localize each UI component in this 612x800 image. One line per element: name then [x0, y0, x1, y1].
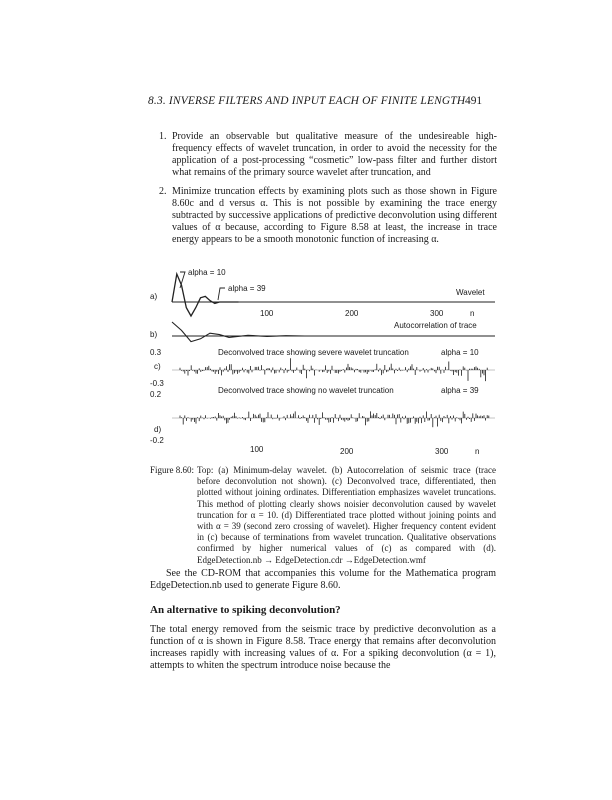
- panel-label-c: c): [154, 362, 161, 371]
- panel-label-b: b): [150, 330, 158, 339]
- wavelet-label: Wavelet: [456, 288, 485, 297]
- x-tick-top-100: 100: [260, 309, 274, 318]
- cdrom-paragraph: See the CD-ROM that accompanies this volume for the Mathematica program EdgeDetection.nb used to generate Figure 8.60.: [150, 568, 496, 592]
- list-item: [159, 186, 497, 246]
- alpha-10-label: alpha = 10: [188, 268, 226, 277]
- section-heading: An alternative to spiking deconvolution?: [150, 604, 341, 616]
- trace-alpha-39: [180, 411, 489, 427]
- list-item: [159, 131, 497, 179]
- running-header: [0, 95, 612, 111]
- x-tick-top-300: 300: [430, 309, 444, 318]
- x-tick-top-n: n: [470, 309, 475, 318]
- figure-caption: [150, 465, 496, 566]
- x-tick-bottom-200: 200: [340, 447, 354, 456]
- caption-label: Figure 8.60:: [150, 465, 194, 475]
- y-tick-d-bottom: -0.2: [150, 436, 164, 445]
- alpha-10-leader: [180, 272, 185, 288]
- autocorrelation-line: [172, 322, 305, 342]
- alpha-39-leader: [218, 288, 225, 300]
- trace-alpha-10: [180, 358, 489, 381]
- severe-truncation-label: Deconvolved trace showing severe wavelet truncation: [218, 348, 409, 357]
- figure-plot: [150, 268, 495, 468]
- figure-8-60: [150, 268, 495, 468]
- panel-label-d: d): [154, 425, 162, 434]
- severe-alpha-label: alpha = 10: [441, 348, 479, 357]
- x-tick-bottom-300: 300: [435, 447, 449, 456]
- y-tick-c-top: 0.3: [150, 348, 162, 357]
- no-truncation-label: Deconvolved trace showing no wavelet truncation: [218, 386, 394, 395]
- panel-label-a: a): [150, 292, 158, 301]
- list-marker: 1.: [159, 131, 167, 142]
- x-tick-bottom-100: 100: [250, 445, 264, 454]
- list-marker: 2.: [159, 186, 167, 197]
- y-tick-d-top: 0.2: [150, 390, 162, 399]
- y-tick-c-bottom: -0.3: [150, 379, 164, 388]
- autocorrelation-label: Autocorrelation of trace: [394, 321, 477, 330]
- body-paragraph: The total energy removed from the seismic trace by predictive deconvolution as a function of α is shown in Figure 8.58. Trace energy that remains after deconvolution increases rapidly with increasing values of α. For a spiking deconvolution (α = 1), attempts to whiten the spectrum introduce noise because the: [150, 624, 496, 672]
- no-truncation-alpha-label: alpha = 39: [441, 386, 479, 395]
- x-tick-bottom-n: n: [475, 447, 480, 456]
- list-text: Provide an observable but qualitative measure of the undesireable high-frequency effects of wavelet truncation, in order to avoid the necessity for the application of a post-processing “cosmetic” low-pass filter and further distort what remains of the primary source wavelet after truncation, and: [172, 131, 497, 179]
- list-text: Minimize truncation effects by examining plots such as those shown in Figure 8.60c and d versus α. This is not possible by examining the trace energy subtracted by successive applications of predictive deconvolution using different values of α because, according to Figure 8.58 at least, the increase in trace energy appears to be a smooth monotonic function of increasing α.: [172, 186, 497, 246]
- x-tick-top-200: 200: [345, 309, 359, 318]
- page-number: 491: [465, 95, 483, 107]
- header-title: 8.3. INVERSE FILTERS AND INPUT EACH OF FINITE LENGTH: [148, 95, 466, 107]
- caption-text: Top: (a) Minimum-delay wavelet. (b) Autocorrelation of seismic trace (trace before deconvolution not shown). (c) Deconvolved trace, differentiated, then plotted without joining ordinates. Differentiation emphasizes wavelet truncations. This method of plotting clearly shows noisier deconvolution caused by wavelet truncation for α = 10. (d) Differentiated trace plotted without joining points and with α = 39 (second zero crossing of wavelet). Higher frequency content evident in (c) because of terminations from wavelet truncation. Qualitative observations confirmed by higher numerical values of (c) as compared with (d). EdgeDetection.nb → EdgeDetection.cdr →EdgeDetection.wmf: [197, 465, 496, 565]
- alpha-39-label: alpha = 39: [228, 284, 266, 293]
